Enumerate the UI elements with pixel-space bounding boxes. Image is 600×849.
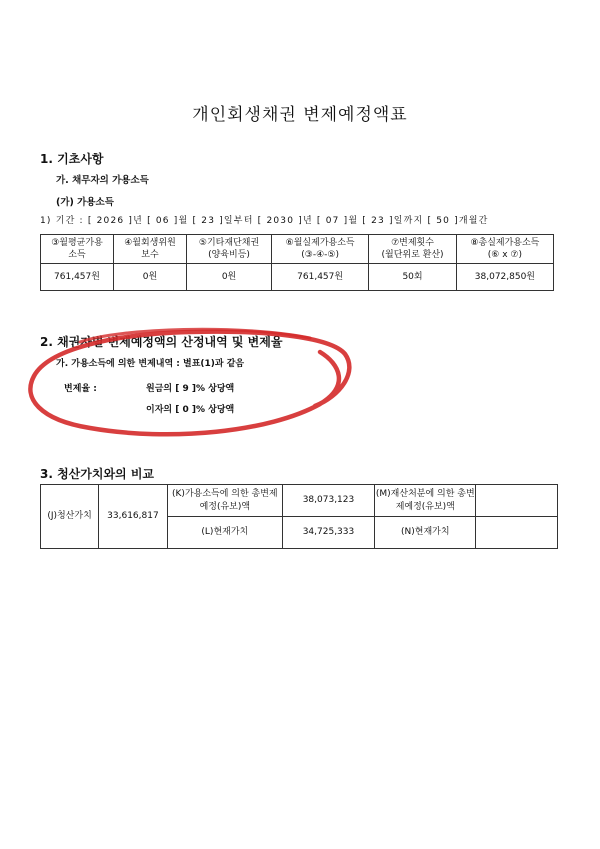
value-trustee-fee: 0원 <box>114 264 187 291</box>
start-day: 23 <box>201 216 216 226</box>
hand-drawn-circle <box>20 324 360 444</box>
section2-heading: 2. 채권자별 변제예정액의 산정내역 및 변제율 <box>40 335 283 349</box>
page-title: 개인회생채권 변제예정액표 <box>192 105 408 125</box>
section2-subheading-a: 가. 가용소득에 의한 변제내역 : 별표(1)과 같음 <box>56 359 245 369</box>
value-total-actual-income: 38,072,850원 <box>456 264 553 291</box>
months-count: 50 <box>436 216 451 226</box>
header-monthly-avg-income: ③월평균가용 소득 <box>41 235 114 264</box>
header-trustee-fee: ④월회생위원 보수 <box>114 235 187 264</box>
section1-heading: 1. 기초사항 <box>40 152 104 166</box>
section1-subheading-b: (가) 가용소득 <box>56 197 114 208</box>
end-year: 2030 <box>266 216 295 226</box>
header-monthly-actual-income: ⑥월실제가용소득 (③-④-⑤) <box>272 235 369 264</box>
period-line: 1) 기간 : [ 2026 ]년 [ 06 ]월 [ 23 ]일부터 [ 2030 ]년 [ 07 ]월 [ 23 ]일까지 [ 50 ]개월간 <box>40 216 489 226</box>
end-day: 23 <box>371 216 385 226</box>
header-total-actual-income: ⑧총실제가용소득 (⑥ x ⑦) <box>456 235 553 264</box>
liquidation-comparison-table <box>40 484 558 549</box>
l-label: (L)현재가치 <box>167 517 282 549</box>
section1-subheading-a: 가. 채무자의 가용소득 <box>56 175 149 186</box>
start-year: 2026 <box>96 216 125 226</box>
value-monthly-actual-income: 761,457원 <box>272 264 369 291</box>
m-label: (M)재산처분에 의한 총변제예정(유보)액 <box>375 485 476 517</box>
n-value <box>476 517 558 549</box>
l-value: 34,725,333 <box>282 517 374 549</box>
value-other-claims: 0원 <box>187 264 272 291</box>
period-label: 1) 기간 : [ <box>40 216 93 226</box>
m-value <box>476 485 558 517</box>
header-payment-count: ⑦변제횟수 (월단위로 환산) <box>369 235 457 264</box>
interest-rate: 이자의 [ 0 ]% 상당액 <box>146 405 235 415</box>
end-month: 07 <box>325 216 340 226</box>
j-value: 33,616,817 <box>99 485 168 549</box>
k-label: (K)가용소득에 의한 총변제예정(유보)액 <box>167 485 282 517</box>
n-label: (N)현재가치 <box>375 517 476 549</box>
value-payment-count: 50회 <box>369 264 457 291</box>
header-other-claims: ⑤기타재단채권 (양육비등) <box>187 235 272 264</box>
income-table <box>40 234 554 291</box>
j-label: (J)청산가치 <box>41 485 99 549</box>
start-month: 06 <box>155 216 170 226</box>
principal-rate: 원금의 [ 9 ]% 상당액 <box>146 384 235 394</box>
repayment-rate-label: 변제율 : <box>64 384 97 394</box>
value-monthly-avg-income: 761,457원 <box>41 264 114 291</box>
section3-heading: 3. 청산가치와의 비교 <box>40 467 155 481</box>
k-value: 38,073,123 <box>282 485 374 517</box>
